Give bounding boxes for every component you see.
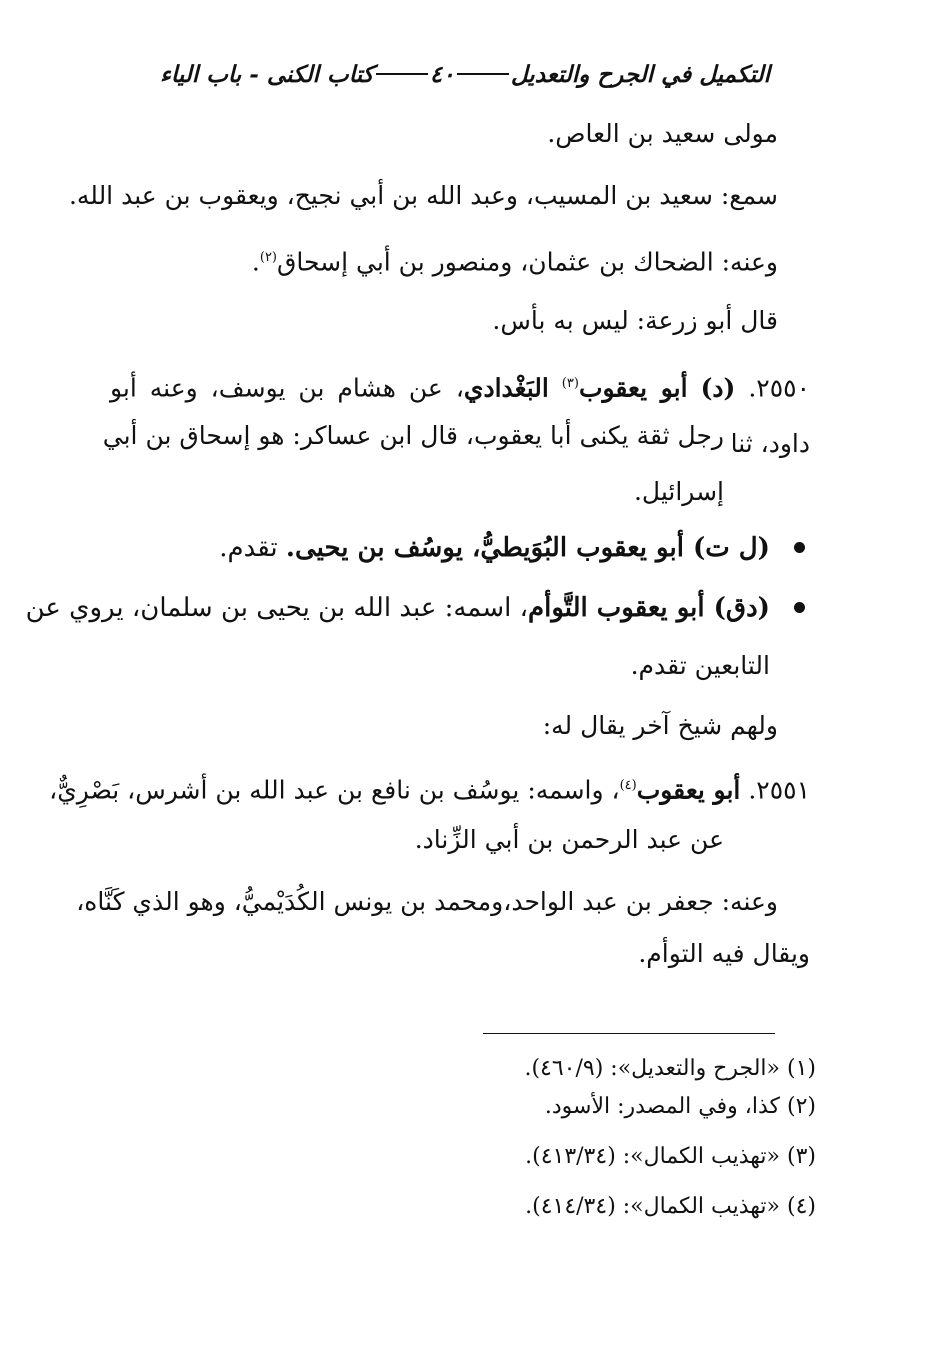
entry-2550-line-2: رجل ثقة يكنى أبا يعقوب، قال ابن عساكر: هو إسحاق بن أبي <box>102 421 724 450</box>
body-line: ويقال فيه التوأم. <box>638 939 810 968</box>
entry-2551 <box>49 766 810 810</box>
footnote-ref: (٤) <box>619 778 637 793</box>
body-line: سمع: سعيد بن المسيب، وعبد الله بن أبي نجيح، ويعقوب بن عبد الله. <box>68 181 778 210</box>
entry-text: ، عن هشام بن يوسف، وعنه أبو داود، ثنا <box>110 373 810 459</box>
entry-name: أبو يعقوب <box>636 775 741 805</box>
bullet-marker <box>794 542 805 553</box>
body-line <box>252 238 778 282</box>
bullet-marker <box>794 602 805 613</box>
footnote-divider <box>483 1033 775 1034</box>
cross-ref-name: (دق) أبو يعقوب التَّوأم <box>528 593 770 623</box>
body-line: وعنه: جعفر بن عبد الواحد،ومحمد بن يونس الكُدَيْميُّ، وهو الذي كَنَّاه، <box>76 887 778 916</box>
body-text: . <box>251 247 260 277</box>
body-line: قال أبو زرعة: ليس به بأس. <box>492 306 778 335</box>
entry-text: ، واسمه: يوسُف بن نافع بن عبد الله بن أشرس، بَصْرِيٌّ، <box>49 775 620 805</box>
footnote: (١) «الجرح والتعديل»: (٤٦٠/٩). <box>524 1056 816 1081</box>
entry-2550-line-3: إسرائيل. <box>633 477 724 506</box>
body-line: مولى سعيد بن العاص. <box>547 119 778 148</box>
footnote: (٤) «تهذيب الكمال»: (٤١٤/٣٤). <box>525 1194 816 1219</box>
entry-nisba: البَغْدادي <box>463 373 549 403</box>
entry-number: ٢٥٥١. <box>748 775 810 805</box>
header-book-title: التكميل في الجرح والتعديل <box>510 60 770 88</box>
cross-ref-line-2: التابعين تقدم. <box>630 651 770 680</box>
running-header <box>160 52 770 96</box>
footnote-ref: (٢) <box>259 250 277 265</box>
entry-code: (د) <box>700 373 736 403</box>
cross-ref-line <box>26 588 770 628</box>
footnote-ref: (٣) <box>561 376 579 391</box>
cross-ref-text: تقدم. <box>219 533 286 563</box>
footnote: (٢) كذا، وفي المصدر: الأسود. <box>544 1094 816 1119</box>
entry-name: أبو يعقوب <box>578 373 688 403</box>
cross-ref-text: ، اسمه: عبد الله بن يحيى بن سلمان، يروي عن <box>25 593 528 623</box>
footnote: (٣) «تهذيب الكمال»: (٤١٣/٣٤). <box>525 1144 816 1169</box>
header-dash <box>376 73 428 75</box>
body-text: وعنه: الضحاك بن عثمان، ومنصور بن أبي إسحاق <box>277 247 778 277</box>
cross-ref-line <box>219 528 770 568</box>
body-line: ولهم شيخ آخر يقال له: <box>542 711 778 740</box>
header-page-number: ٤٠ <box>429 60 455 88</box>
header-dash <box>457 73 509 75</box>
cross-ref-name: (ل ت) أبو يعقوب البُوَيطيُّ، يوسُف بن يحيى. <box>285 533 770 563</box>
entry-number: ٢٥٥٠. <box>748 373 810 403</box>
header-section: كتاب الكنى - باب الياء <box>160 60 374 88</box>
entry-2551-line-2: عن عبد الرحمن بن أبي الزِّناد. <box>414 825 724 854</box>
